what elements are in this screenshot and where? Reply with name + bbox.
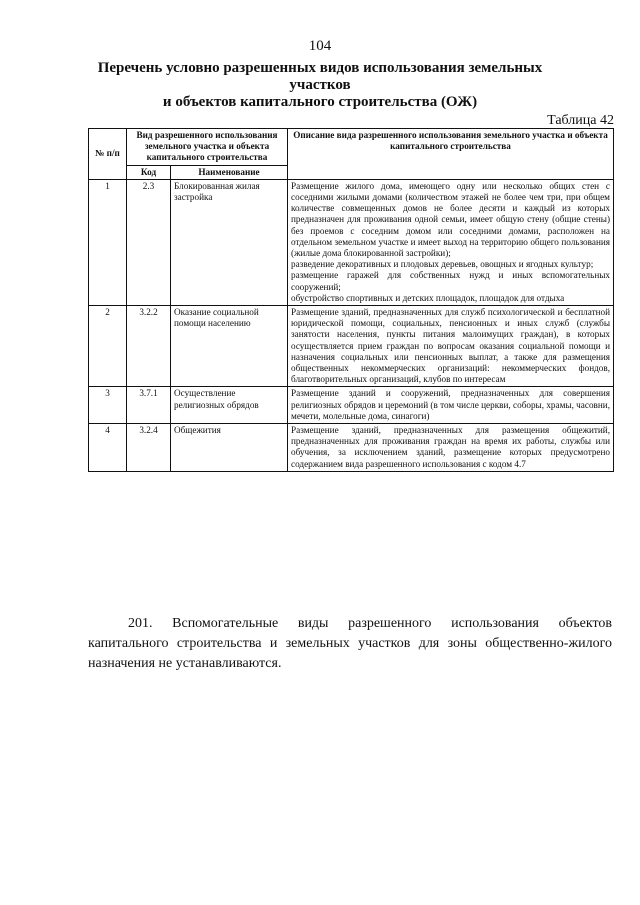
desc-line: разведение декоративных и плодовых деревьев, овощных и ягодных культур; [291,259,594,270]
desc-line: размещение гаражей для собственных нужд и иных вспомогательных сооружений; [291,270,611,292]
row-desc [288,179,614,305]
table-row [89,424,614,472]
row-code: 2.3 [127,179,171,305]
header-name: Наименование [171,165,288,179]
row-num: 2 [89,306,127,387]
row-code: 3.2.2 [127,306,171,387]
desc-line: обустройство спортивных и детских площадок, площадок для отдыха [291,292,565,303]
row-desc [288,424,614,472]
row-name: Блокированная жилая застройка [171,179,288,305]
paragraph-201: 201. Вспомогательные виды разрешенного использования объектов капитального строительства и земельных участков для зоны общественно-жилого назначения не устанавливаются. [88,616,612,671]
permitted-use-table [88,128,614,472]
row-num: 1 [89,179,127,305]
desc-line: Размещение зданий, предназначенных для служб психологической и бесплатной юридической помощи, социальных, пенсионных и иных служб (службы занятости населения, пункты питания малоимущих граждан), в которых осуществляется прием граждан по вопросам оказания социальной помощи и назначения социальных или пенсионных выплат, а также для размещения общественных некоммерческих организаций: некоммерческих фондов, благотворительных организаций, клубов по интересам [291,307,611,385]
title-line-2: и объектов капитального строительства (ОЖ) [162,94,478,110]
row-desc [288,306,614,387]
table-row [89,306,614,387]
table-row [89,387,614,424]
row-code: 3.2.4 [127,424,171,472]
header-num: № п/п [89,129,127,180]
header-code: Код [127,165,171,179]
desc-line: Размещение зданий и сооружений, предназначенных для совершения религиозных обрядов и церемоний (в том числе церкви, соборы, храмы, часовни, мечети, молельные дома, синагоги) [291,388,611,421]
header-row [89,129,614,166]
row-desc [288,387,614,424]
row-num: 3 [89,387,127,424]
header-desc: Описание вида разрешенного использования земельного участка и объекта капитального строительства [288,129,614,180]
desc-line: Размещение зданий, предназначенных для размещения общежитий, предназначенных для проживания граждан на время их работы, службы или обучения, за исключением зданий, размещение которых предусмотрено содержанием вида разрешенного использования с кодом 4.7 [291,425,611,469]
page-number: 104 [308,38,332,54]
title-line-1: Перечень условно разрешенных видов использования земельных участков [97,60,543,93]
row-name: Общежития [171,424,288,472]
header-group: Вид разрешенного использования земельного участка и объекта капитального строительства [127,129,288,166]
row-name: Оказание социальной помощи населению [171,306,288,387]
desc-line: Размещение жилого дома, имеющего одну или несколько общих стен с соседними жилыми домами (количеством этажей не более чем три, при общем количестве совмещенных домов не более десяти и каждый из которых предназначен для проживания одной семьи, имеет общую стену (общие стены) без проемов с соседним домом или соседними домами, расположен на отдельном земельном участке и имеет выход на территорию общего пользования (жилые дома блокированной застройки); [291,180,611,259]
table-row [89,179,614,305]
row-name: Осуществление религиозных обрядов [171,387,288,424]
table-label: Таблица 42 [547,113,614,128]
row-num: 4 [89,424,127,472]
page-title [70,60,570,111]
row-code: 3.7.1 [127,387,171,424]
